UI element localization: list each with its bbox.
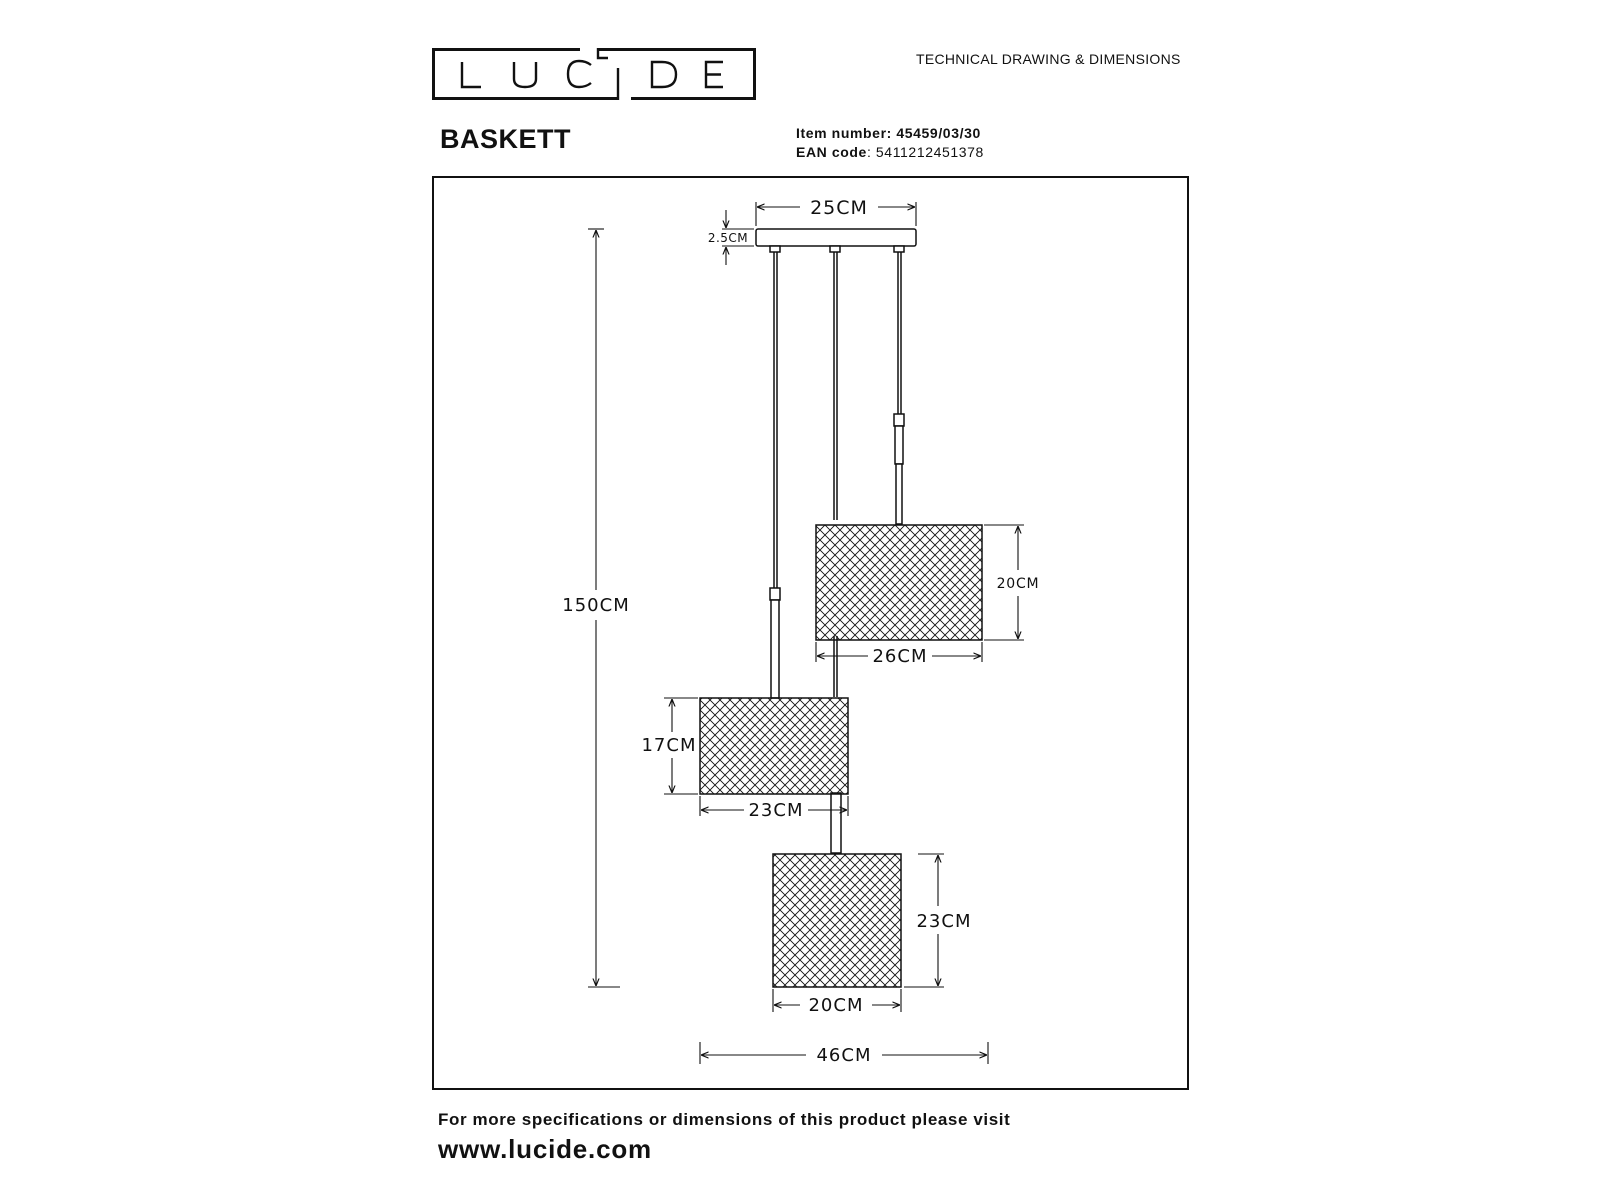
website-link[interactable]: www.lucide.com [438,1134,652,1164]
cable-top-shade [894,252,904,524]
technical-drawing [432,176,1189,1090]
item-number-row [796,124,984,143]
item-number-label: Item number: [796,125,892,141]
shade-top [816,525,982,640]
shade-bottom-width-label: 20CM [808,995,864,1016]
total-width-label: 46CM [816,1045,872,1066]
canopy-width-label: 25CM [810,197,868,219]
document-type: TECHNICAL DRAWING & DIMENSIONS [916,51,1181,67]
item-number: 45459/03/30 [896,125,981,141]
shade-middle-width-label: 23CM [748,800,804,821]
footer-text: For more specifications or dimensions of this product please visit [438,1110,1011,1129]
ean-code: 5411212451378 [875,144,984,160]
item-info [796,124,984,162]
product-name: BASKETT [440,124,571,154]
shade-top-width-label: 26CM [872,646,928,667]
canopy [756,229,916,246]
shade-bottom [773,854,901,987]
logo-text: LUCIDE [432,48,436,49]
shade-bottom-height-label: 23CM [916,911,972,932]
total-height-label: 150CM [562,595,630,616]
ean-row: EAN code: 5411212451378 [796,144,984,160]
lucide-logo [432,48,756,100]
shade-top-height-label: 20CM [996,576,1040,592]
cable-middle-shade [770,252,780,698]
canopy-height-label: 2.5CM [707,231,749,245]
shade-middle-height-label: 17CM [641,735,697,756]
ean-label: EAN code [796,144,867,160]
shade-middle [700,698,848,794]
